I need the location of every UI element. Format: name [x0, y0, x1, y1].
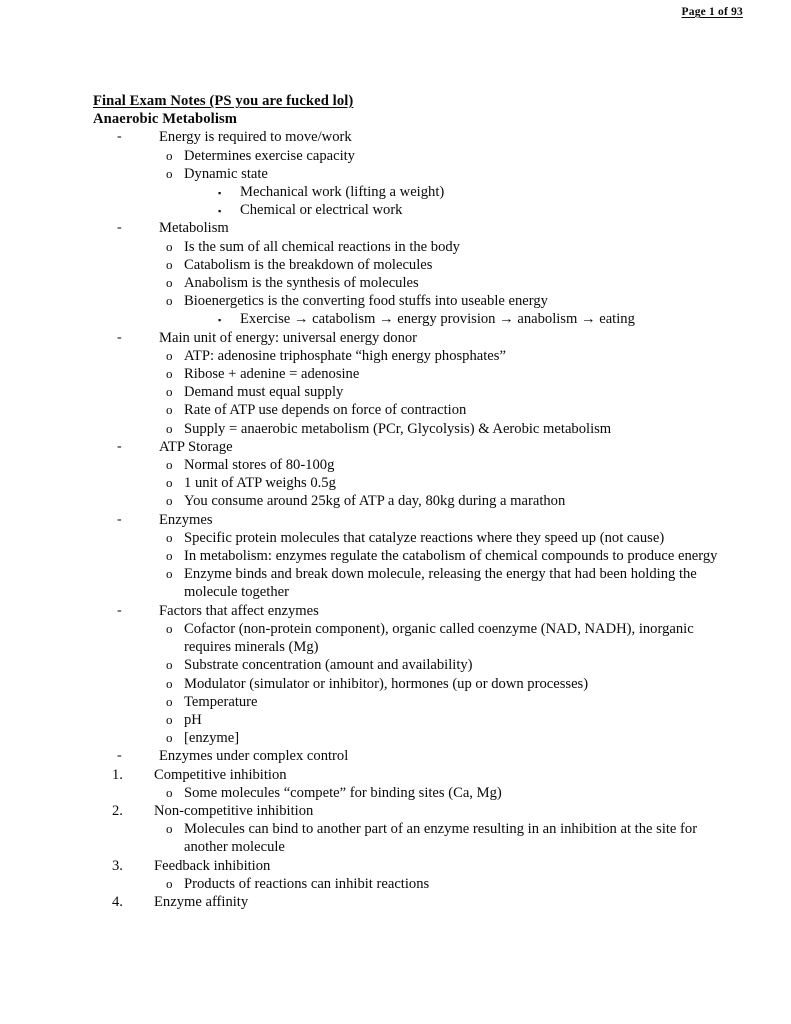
circle-bullet-icon: o [166, 548, 173, 564]
outline-item-row [166, 401, 743, 419]
circle-bullet-icon: o [166, 730, 173, 746]
notes-outline [93, 128, 743, 911]
square-bullet-icon: ▪ [218, 315, 222, 326]
dash-bullet-icon: - [117, 748, 122, 764]
circle-bullet-icon: o [166, 457, 173, 473]
outline-item: Products of reactions can inhibit reactions [184, 875, 430, 892]
circle-bullet-icon: o [166, 475, 173, 491]
outline-item-row [166, 784, 743, 802]
outline-item: 1 unit of ATP weighs 0.5g [184, 475, 336, 492]
section-heading: Energy is required to move/work [159, 129, 352, 146]
outline-item: In metabolism: enzymes regulate the catabolism of chemical compounds to produce energy [184, 548, 718, 565]
outline-item-row [166, 147, 743, 165]
section-heading-row [117, 329, 743, 347]
dash-bullet-icon: - [117, 511, 122, 527]
outline-item: Supply = anaerobic metabolism (PCr, Glycolysis) & Aerobic metabolism [184, 420, 612, 437]
circle-bullet-icon: o [166, 347, 173, 363]
outline-item: ATP: adenosine triphosphate “high energy phosphates” [184, 347, 506, 364]
numbered-item: Feedback inhibition [154, 857, 271, 874]
outline-subitem-row [218, 310, 743, 328]
numbered-item-row [112, 893, 743, 911]
circle-bullet-icon: o [166, 620, 173, 636]
outline-item-row [166, 547, 743, 565]
outline-item-row [166, 256, 743, 274]
outline-item: Molecules can bind to another part of an enzyme resulting in an inhibition at the site for another molecule [184, 821, 698, 856]
outline-item: Some molecules “compete” for binding sites (Ca, Mg) [184, 784, 502, 801]
circle-bullet-icon: o [166, 275, 173, 291]
outline-item: Dynamic state [184, 165, 268, 182]
outline-item-row [166, 456, 743, 474]
circle-bullet-icon: o [166, 529, 173, 545]
outline-item: Demand must equal supply [184, 384, 344, 401]
circle-bullet-icon: o [166, 384, 173, 400]
numbered-item: Non-competitive inhibition [154, 802, 314, 819]
outline-item: Ribose + adenine = adenosine [184, 366, 360, 383]
outline-item: You consume around 25kg of ATP a day, 80kg during a marathon [184, 493, 566, 510]
circle-bullet-icon: o [166, 238, 173, 254]
outline-item: Catabolism is the breakdown of molecules [184, 256, 433, 273]
outline-item: Bioenergetics is the converting food stuffs into useable energy [184, 293, 548, 310]
outline-item-row [166, 292, 743, 310]
circle-bullet-icon: o [166, 693, 173, 709]
section-heading-row [117, 602, 743, 620]
circle-bullet-icon: o [166, 256, 173, 272]
outline-item-row [166, 693, 743, 711]
numbered-item: Enzyme affinity [154, 893, 249, 910]
dash-bullet-icon: - [117, 602, 122, 618]
outline-item: Normal stores of 80-100g [184, 457, 335, 474]
section-heading-row [117, 747, 743, 765]
dash-bullet-icon: - [117, 329, 122, 345]
outline-item: Modulator (simulator or inhibitor), hormones (up or down processes) [184, 675, 589, 692]
outline-item-row [166, 529, 743, 547]
circle-bullet-icon: o [166, 566, 173, 582]
circle-bullet-icon: o [166, 493, 173, 509]
circle-bullet-icon: o [166, 784, 173, 800]
outline-item: [enzyme] [184, 730, 240, 747]
outline-item-row [166, 383, 743, 401]
outline-item: Rate of ATP use depends on force of contraction [184, 402, 467, 419]
circle-bullet-icon: o [166, 821, 173, 837]
section-heading: ATP Storage [159, 438, 233, 455]
section-heading: Enzymes [159, 511, 213, 528]
section-heading: Factors that affect enzymes [159, 602, 319, 619]
outline-item: pH [184, 711, 202, 728]
dash-bullet-icon: - [117, 220, 122, 236]
outline-item: Temperature [184, 693, 258, 710]
circle-bullet-icon: o [166, 875, 173, 891]
outline-subitem: Exercise → catabolism → energy provision → anabolism → eating [240, 311, 635, 328]
circle-bullet-icon: o [166, 420, 173, 436]
numbered-item: Competitive inhibition [154, 766, 287, 783]
outline-item-row [166, 274, 743, 292]
circle-bullet-icon: o [166, 657, 173, 673]
outline-item-row [166, 675, 743, 693]
outline-item-row [166, 656, 743, 674]
dash-bullet-icon: - [117, 129, 122, 145]
outline-item: Anabolism is the synthesis of molecules [184, 275, 419, 292]
outline-subitem: Mechanical work (lifting a weight) [240, 184, 445, 201]
circle-bullet-icon: o [166, 402, 173, 418]
square-bullet-icon: ▪ [218, 188, 222, 199]
document-title: Final Exam Notes (PS you are fucked lol) [93, 93, 354, 109]
circle-bullet-icon: o [166, 711, 173, 727]
list-number-marker: 1. [112, 766, 123, 783]
outline-item-row [166, 420, 743, 438]
circle-bullet-icon: o [166, 366, 173, 382]
circle-bullet-icon: o [166, 147, 173, 163]
outline-item-row [166, 238, 743, 256]
dash-bullet-icon: - [117, 438, 122, 454]
outline-item-row [166, 365, 743, 383]
outline-subitem-row [218, 201, 743, 219]
outline-item-row [166, 820, 743, 856]
outline-item-row [166, 474, 743, 492]
outline-item: Substrate concentration (amount and availability) [184, 657, 473, 674]
outline-subitem: Chemical or electrical work [240, 202, 403, 219]
section-heading-row [117, 128, 743, 146]
section-heading: Metabolism [159, 220, 229, 237]
outline-item-row [166, 875, 743, 893]
section-heading-row [117, 438, 743, 456]
outline-item: Is the sum of all chemical reactions in the body [184, 238, 460, 255]
outline-item-row [166, 620, 743, 656]
section-heading: Enzymes under complex control [159, 748, 349, 765]
page-number-header [682, 6, 743, 18]
outline-item-row [166, 347, 743, 365]
outline-item-row [166, 711, 743, 729]
list-number-marker: 4. [112, 893, 123, 910]
page-number-label: Page 1 of 93 [681, 6, 743, 18]
outline-item-row [166, 565, 743, 601]
section-heading-row [117, 511, 743, 529]
document-body [93, 92, 743, 911]
outline-item-row [166, 165, 743, 183]
outline-item: Cofactor (non-protein component), organic called coenzyme (NAD, NADH), inorganic requires minerals (Mg) [184, 620, 694, 656]
circle-bullet-icon: o [166, 293, 173, 309]
outline-item: Determines exercise capacity [184, 147, 355, 164]
document-subtitle: Anaerobic Metabolism [93, 111, 238, 128]
list-number-marker: 3. [112, 857, 123, 874]
numbered-item-row [112, 802, 743, 820]
outline-subitem-row [218, 183, 743, 201]
outline-item-row [166, 729, 743, 747]
circle-bullet-icon: o [166, 165, 173, 181]
outline-item: Enzyme binds and break down molecule, releasing the energy that had been holding the molecule together [184, 566, 697, 601]
section-heading: Main unit of energy: universal energy donor [159, 329, 418, 346]
section-heading-row [117, 219, 743, 237]
numbered-item-row [112, 766, 743, 784]
numbered-item-row [112, 857, 743, 875]
circle-bullet-icon: o [166, 675, 173, 691]
outline-item: Specific protein molecules that catalyze reactions where they speed up (not cause) [184, 529, 665, 546]
outline-item-row [166, 492, 743, 510]
square-bullet-icon: ▪ [218, 206, 222, 217]
list-number-marker: 2. [112, 802, 123, 819]
